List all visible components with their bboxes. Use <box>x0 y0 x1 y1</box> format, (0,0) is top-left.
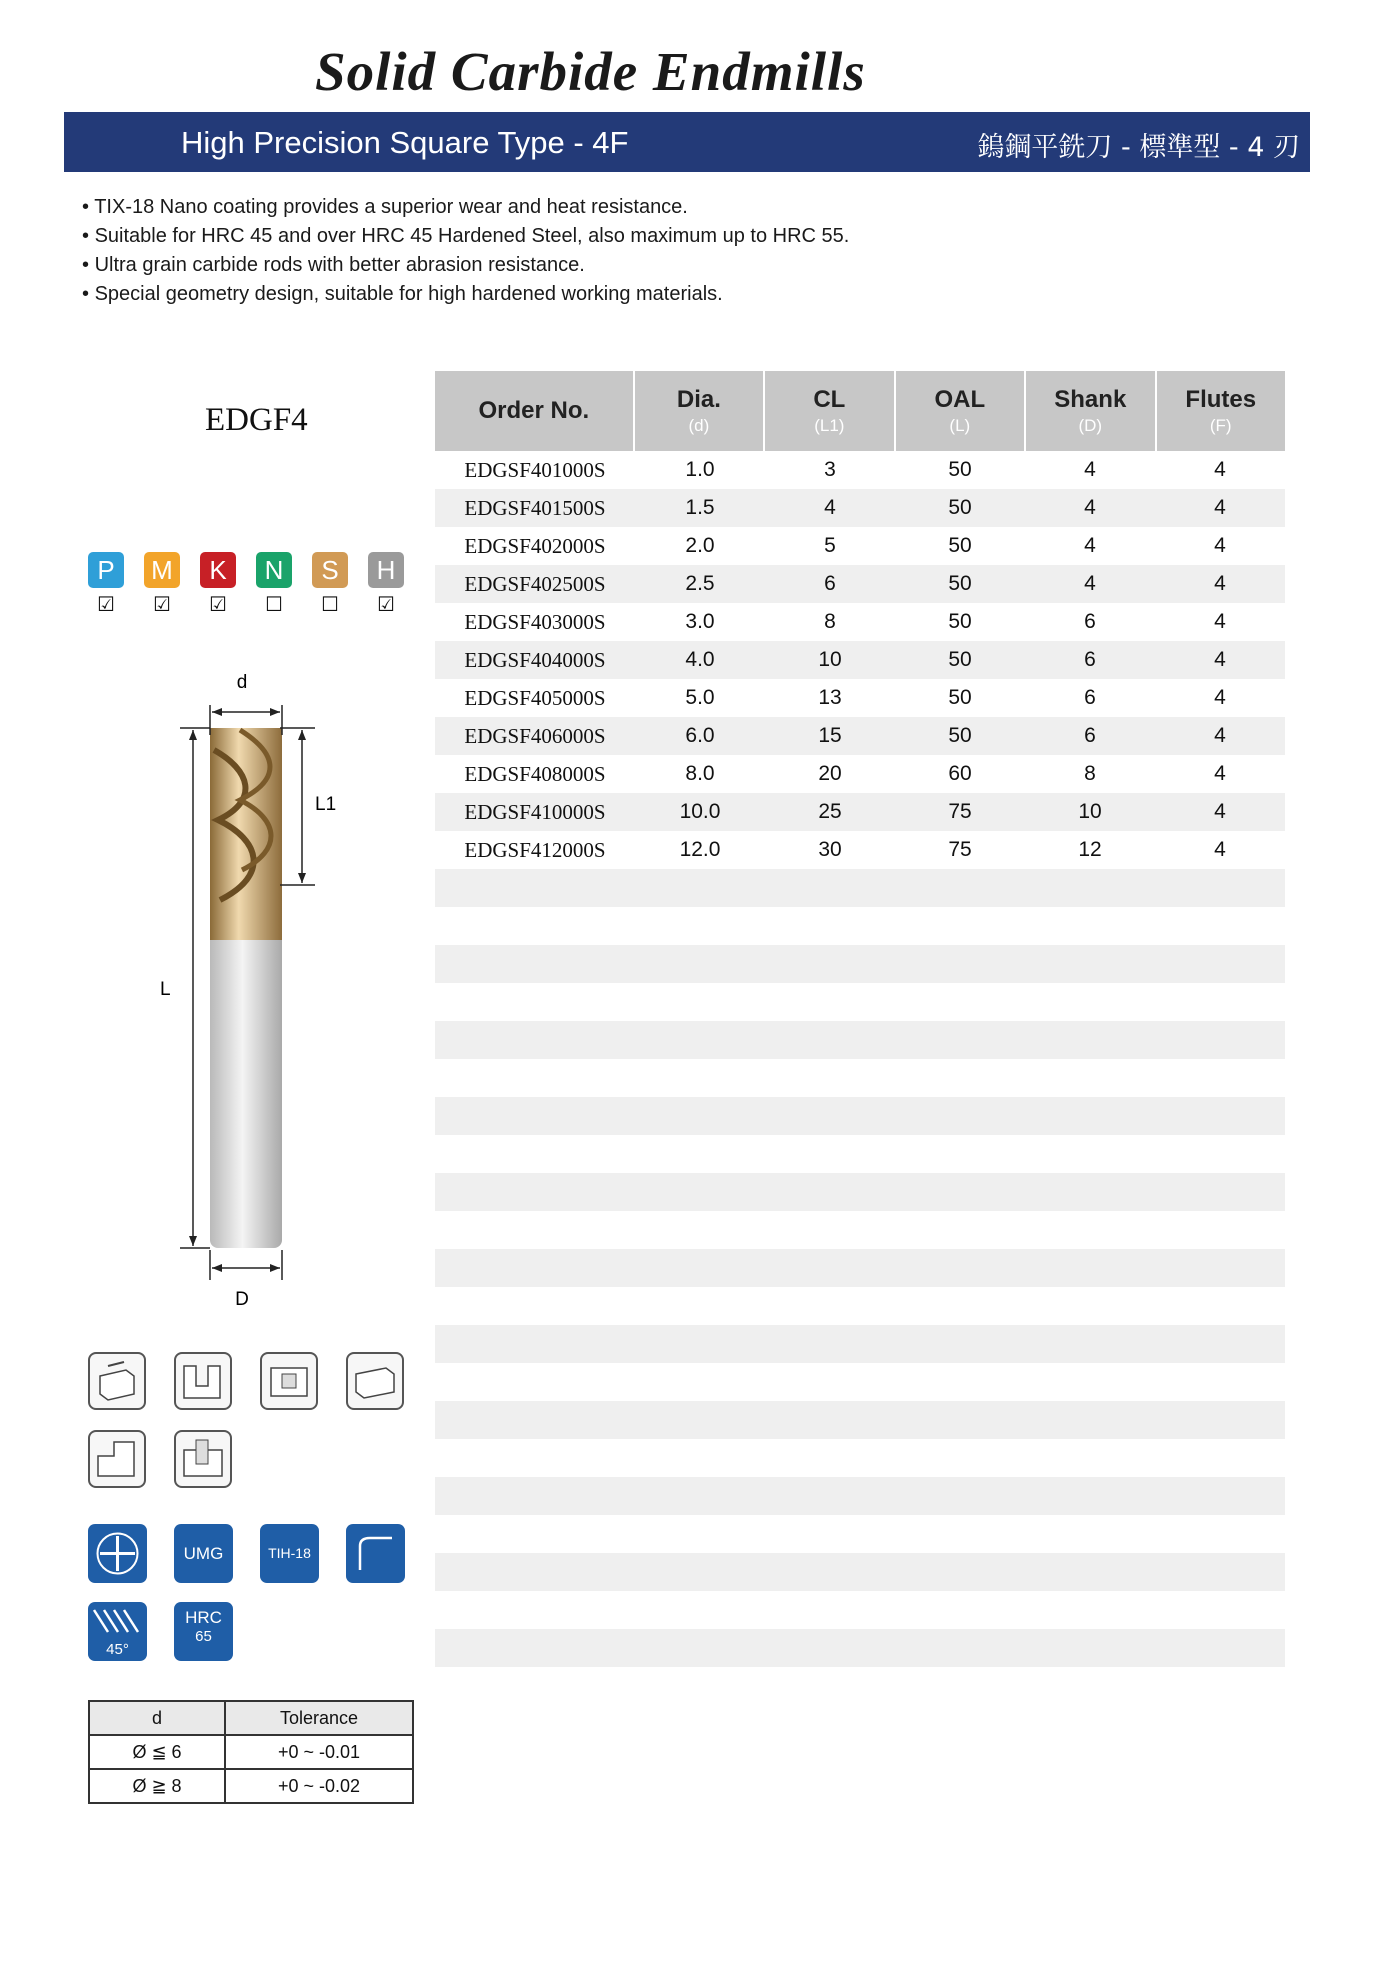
table-cell: 15 <box>818 724 842 747</box>
empty-table-row <box>435 1173 1285 1211</box>
material-h <box>368 552 404 616</box>
table-cell: 4 <box>1214 800 1226 823</box>
table-cell: EDGSF412000S <box>464 837 606 862</box>
endmill-drawing <box>130 660 390 1320</box>
table-cell: EDGSF402000S <box>464 533 606 558</box>
empty-table-row <box>435 1249 1285 1287</box>
label-D: D <box>235 1289 249 1310</box>
table-row <box>435 489 1285 527</box>
feature-list <box>82 193 849 309</box>
material-check-icon: ☑ <box>377 592 395 616</box>
table-cell: 8 <box>1084 762 1096 785</box>
material-m <box>144 552 180 616</box>
table-cell: 4 <box>1214 610 1226 633</box>
banner-title: High Precision Square Type - 4F <box>181 125 629 160</box>
table-cell: EDGSF405000S <box>464 685 606 710</box>
page-title: Solid Carbide Endmills <box>315 41 866 102</box>
table-cell: 50 <box>948 610 972 633</box>
empty-table-row <box>435 1401 1285 1439</box>
table-cell: EDGSF403000S <box>464 609 606 634</box>
four-flute-icon <box>88 1524 147 1583</box>
empty-table-row <box>435 983 1285 1021</box>
table-cell: 50 <box>948 572 972 595</box>
empty-table-row <box>435 1363 1285 1401</box>
empty-table-row <box>435 1135 1285 1173</box>
coating-icon: TIH-18 <box>260 1524 319 1583</box>
empty-table-row <box>435 1287 1285 1325</box>
tolerance-range: Ø ≦ 6 <box>89 1735 225 1769</box>
table-cell: EDGSF401500S <box>464 495 606 520</box>
table-cell: 5 <box>824 534 836 557</box>
table-row <box>435 831 1285 869</box>
material-badge: H <box>368 552 404 588</box>
spec-table-header <box>435 371 1285 451</box>
table-cell: EDGSF406000S <box>464 723 606 748</box>
table-cell: 4 <box>824 496 836 519</box>
material-check-icon: ☑ <box>153 592 171 616</box>
empty-table-row <box>435 1059 1285 1097</box>
table-row <box>435 451 1285 489</box>
table-cell: 1.5 <box>685 496 715 519</box>
table-cell: 4 <box>1214 572 1226 595</box>
table-row <box>435 679 1285 717</box>
table-cell: 4 <box>1214 648 1226 671</box>
header-overall-length: OAL (L) <box>896 371 1026 451</box>
table-cell: 20 <box>818 762 842 785</box>
tolerance-header-tolerance: Tolerance <box>225 1701 413 1735</box>
material-p <box>88 552 124 616</box>
banner-title-chinese: 鎢鋼平銑刀 - 標準型 - 4 刃 <box>977 132 1300 163</box>
empty-table-row <box>435 1439 1285 1477</box>
umg-icon: UMG <box>174 1524 233 1583</box>
table-cell: 10.0 <box>679 800 721 823</box>
empty-table-row <box>435 1629 1285 1667</box>
table-cell: 50 <box>948 458 972 481</box>
table-cell: 4 <box>1214 458 1226 481</box>
table-cell: 4 <box>1084 572 1096 595</box>
empty-table-row <box>435 1591 1285 1629</box>
tolerance-range: Ø ≧ 8 <box>89 1769 225 1803</box>
table-cell: 6 <box>1084 686 1096 709</box>
header-flutes: Flutes (F) <box>1157 371 1285 451</box>
table-cell: 6 <box>1084 610 1096 633</box>
table-cell: 4 <box>1214 534 1226 557</box>
table-cell: 50 <box>948 724 972 747</box>
material-check-icon: ☐ <box>321 592 339 616</box>
table-cell: 1.0 <box>685 458 715 481</box>
table-cell: 12.0 <box>679 838 721 861</box>
table-cell: 4 <box>1214 724 1226 747</box>
table-cell: EDGSF402500S <box>464 571 606 596</box>
table-cell: 3 <box>824 458 836 481</box>
table-row <box>435 527 1285 565</box>
material-suitability <box>88 552 404 616</box>
table-cell: 4.0 <box>685 648 715 671</box>
table-cell: 8.0 <box>685 762 715 785</box>
header-cutting-length: CL (L1) <box>765 371 895 451</box>
material-k <box>200 552 236 616</box>
table-cell: 75 <box>948 838 972 861</box>
table-cell: 12 <box>1078 838 1102 861</box>
table-cell: 50 <box>948 496 972 519</box>
corner-icon <box>346 1524 405 1583</box>
material-check-icon: ☐ <box>265 592 283 616</box>
tolerance-table <box>88 1700 414 1804</box>
table-cell: EDGSF401000S <box>464 457 606 482</box>
shank <box>210 930 282 1248</box>
table-cell: 4 <box>1084 496 1096 519</box>
material-s <box>312 552 348 616</box>
feature-item: • Ultra grain carbide rods with better abrasion resistance. <box>82 251 849 280</box>
header-order-no: Order No. <box>435 371 635 451</box>
table-row <box>435 755 1285 793</box>
table-cell: 6 <box>824 572 836 595</box>
table-cell: 6.0 <box>685 724 715 747</box>
tolerance-header-d: d <box>89 1701 225 1735</box>
empty-table-row <box>435 945 1285 983</box>
table-cell: 10 <box>1078 800 1102 823</box>
hrc-value: 65 <box>195 1628 212 1645</box>
table-cell: 10 <box>818 648 842 671</box>
empty-table-row <box>435 1553 1285 1591</box>
table-cell: 2.0 <box>685 534 715 557</box>
empty-table-row <box>435 869 1285 907</box>
material-badge: K <box>200 552 236 588</box>
table-cell: 50 <box>948 648 972 671</box>
table-cell: 3.0 <box>685 610 715 633</box>
material-badge: P <box>88 552 124 588</box>
table-cell: 75 <box>948 800 972 823</box>
empty-table-row <box>435 1097 1285 1135</box>
table-cell: 30 <box>818 838 842 861</box>
table-cell: 2.5 <box>685 572 715 595</box>
table-cell: 25 <box>818 800 842 823</box>
table-cell: 50 <box>948 534 972 557</box>
side-milling-icon <box>88 1352 146 1410</box>
tolerance-value: +0 ~ -0.01 <box>225 1735 413 1769</box>
label-l1: L1 <box>315 794 337 815</box>
table-cell: 4 <box>1214 686 1226 709</box>
hrc-label: HRC <box>185 1608 222 1627</box>
tolerance-value: +0 ~ -0.02 <box>225 1769 413 1803</box>
table-cell: 6 <box>1084 648 1096 671</box>
helix-45-icon <box>88 1602 147 1661</box>
empty-table-row <box>435 907 1285 945</box>
empty-table-row <box>435 1477 1285 1515</box>
table-cell: EDGSF404000S <box>464 647 606 672</box>
face-milling-icon <box>346 1352 404 1410</box>
table-cell: EDGSF408000S <box>464 761 606 786</box>
table-row <box>435 717 1285 755</box>
feature-item: • TIX-18 Nano coating provides a superior wear and heat resistance. <box>82 193 849 222</box>
table-cell: 5.0 <box>685 686 715 709</box>
material-check-icon: ☑ <box>97 592 115 616</box>
table-cell: 50 <box>948 686 972 709</box>
material-badge: S <box>312 552 348 588</box>
empty-table-row <box>435 1021 1285 1059</box>
table-row <box>435 641 1285 679</box>
header-diameter: Dia. (d) <box>635 371 765 451</box>
table-cell: 4 <box>1214 496 1226 519</box>
label-l: L <box>160 979 171 1000</box>
table-cell: 4 <box>1214 838 1226 861</box>
table-row <box>435 793 1285 831</box>
table-cell: 8 <box>824 610 836 633</box>
material-badge: M <box>144 552 180 588</box>
feature-item: • Special geometry design, suitable for high hardened working materials. <box>82 280 849 309</box>
table-row <box>435 565 1285 603</box>
empty-table-row <box>435 1325 1285 1363</box>
table-row <box>435 603 1285 641</box>
table-cell: 4 <box>1214 762 1226 785</box>
plunging-icon <box>174 1430 232 1488</box>
header-banner <box>64 112 1310 172</box>
material-check-icon: ☑ <box>209 592 227 616</box>
label-d: d <box>236 672 248 693</box>
table-cell: 4 <box>1084 458 1096 481</box>
material-badge: N <box>256 552 292 588</box>
hrc-65-icon <box>174 1602 233 1661</box>
table-cell: 4 <box>1084 534 1096 557</box>
empty-table-row <box>435 1211 1285 1249</box>
helix-angle-label: 45° <box>106 1641 129 1658</box>
spec-table-body <box>435 451 1285 1667</box>
table-cell: 6 <box>1084 724 1096 747</box>
header-shank: Shank (D) <box>1026 371 1156 451</box>
table-cell: 60 <box>948 762 972 785</box>
pocketing-icon <box>260 1352 318 1410</box>
spec-table <box>435 371 1285 1667</box>
feature-item: • Suitable for HRC 45 and over HRC 45 Hardened Steel, also maximum up to HRC 55. <box>82 222 849 251</box>
empty-table-row <box>435 1515 1285 1553</box>
table-cell: EDGSF410000S <box>464 799 606 824</box>
material-n <box>256 552 292 616</box>
shoulder-milling-icon <box>88 1430 146 1488</box>
table-cell: 13 <box>818 686 842 709</box>
slotting-icon <box>174 1352 232 1410</box>
series-name: EDGF4 <box>205 402 308 438</box>
